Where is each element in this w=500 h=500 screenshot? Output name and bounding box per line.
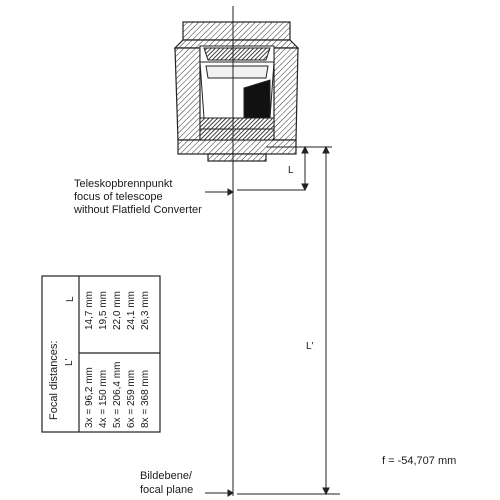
table-header-Lprime: L' (64, 358, 75, 366)
lens-elements (200, 46, 274, 140)
table-row-mag: 4x = 150 mm (98, 369, 109, 428)
table-row-mag: 8x = 368 mm (140, 369, 151, 428)
table-row-L: 22,0 mm (112, 291, 123, 330)
table-row-L: 26,3 mm (140, 291, 151, 330)
table-header-L: L (65, 296, 76, 302)
focus-label-en-2: without Flatfield Converter (74, 204, 202, 216)
dimension-Lprime (237, 147, 340, 494)
image-plane-label-de: Bildebene/ (140, 470, 192, 482)
table-row-mag: 3x = 96,2 mm (84, 367, 95, 428)
focal-length-label: f = -54,707 mm (382, 455, 457, 467)
dimension-Lprime-label: L' (306, 341, 314, 352)
dimension-L-label: L (288, 165, 294, 176)
table-row-mag: 5x = 206,4 mm (112, 361, 123, 428)
focus-label-de: Teleskopbrennpunkt (74, 178, 173, 190)
table-row-L: 24,1 mm (126, 291, 137, 330)
focus-label-en: focus of telescope (74, 191, 163, 203)
table-title: Focal distances: (48, 340, 60, 420)
table-row-L: 14,7 mm (84, 291, 95, 330)
image-plane-label-en: focal plane (140, 484, 194, 496)
table-row-L: 19,5 mm (98, 291, 109, 330)
focal-markers (205, 189, 233, 496)
table-row-mag: 6x = 259 mm (126, 369, 137, 428)
